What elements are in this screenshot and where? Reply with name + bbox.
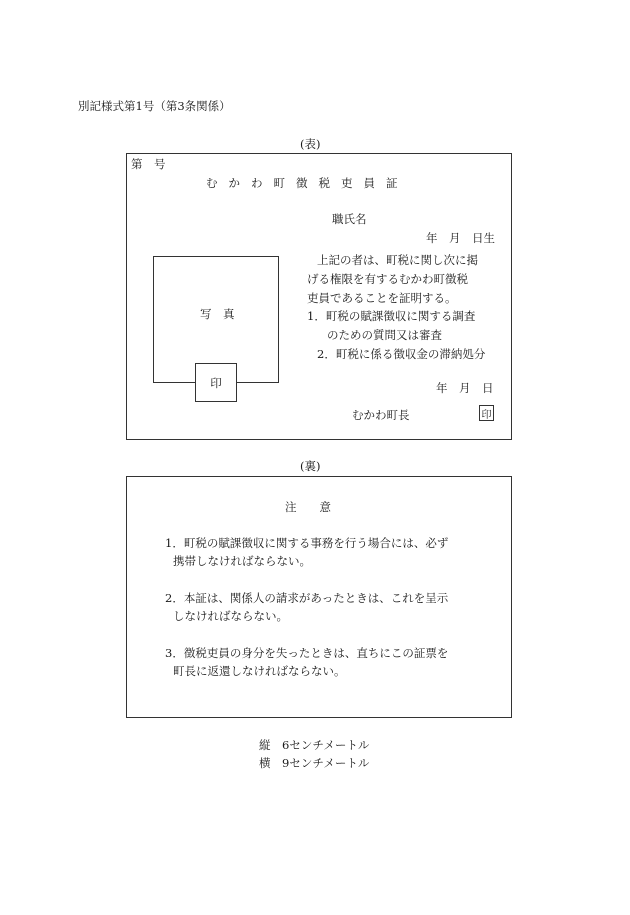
body-line-1: 上記の者は、町税に関し次に掲 (317, 253, 478, 267)
card-width-spec: 横 9センチメートル (259, 756, 370, 770)
birth-date-label: 年 月 日生 (426, 231, 495, 245)
body-line-4: 1．町税の賦課徴収に関する調査 (307, 309, 476, 323)
notice-item-3-line-1: 3．徴税吏員の身分を失ったときは、直ちにこの証票を (165, 646, 449, 660)
form-label: 別記様式第1号（第3条関係） (78, 99, 231, 113)
notice-item-1-line-2: 携帯しなければならない。 (173, 554, 311, 568)
issuer-seal (479, 405, 494, 421)
body-line-3: 吏員であることを証明する。 (307, 291, 457, 305)
body-line-6: 2．町税に係る徴収金の滞納処分 (317, 347, 486, 361)
issuer-name: むかわ町長 (352, 408, 410, 422)
notice-item-2-line-2: しなければならない。 (173, 609, 288, 623)
issuer-seal-label: 印 (481, 409, 492, 421)
id-card-front (126, 153, 512, 440)
name-label: 職氏名 (332, 212, 367, 226)
body-line-5: のための質問又は審査 (327, 328, 442, 342)
notice-item-2-line-1: 2．本証は、関係人の請求があったときは、これを呈示 (165, 591, 449, 605)
card-height-spec: 縦 6センチメートル (259, 738, 370, 752)
front-caption: (表) (300, 137, 321, 151)
body-line-2: げる権限を有するむかわ町徴税 (307, 272, 468, 286)
seal-box-label: 印 (210, 375, 222, 390)
back-caption: (裏) (300, 459, 321, 473)
issue-date-label: 年 月 日 (436, 381, 494, 395)
id-card-back (126, 476, 512, 718)
notice-item-1-line-1: 1．町税の賦課徴収に関する事務を行う場合には、必ず (165, 536, 449, 550)
notice-title: 注 意 (285, 500, 331, 514)
card-title: むかわ町徴税吏員証 (206, 176, 409, 190)
notice-item-3-line-2: 町長に返還しなければならない。 (173, 664, 346, 678)
seal-box (195, 363, 237, 402)
card-number-label: 第 号 (131, 157, 166, 171)
photo-label: 写 真 (200, 307, 235, 321)
